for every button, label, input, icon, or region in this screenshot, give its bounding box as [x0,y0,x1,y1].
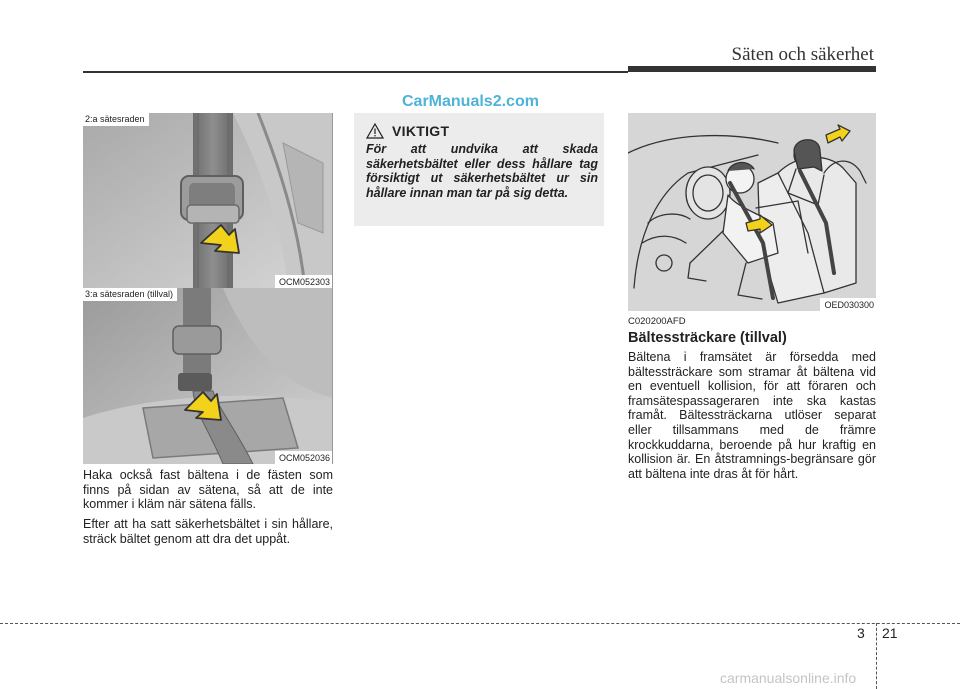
warning-header [366,123,598,139]
seat-belt-holder-photo [83,113,333,288]
header-rule-accent [628,66,876,72]
figure-pretensioner [628,113,876,311]
section-number: 3 [857,625,865,641]
figure-label: 3:a sätesraden (tillval) [83,288,177,301]
warning-triangle-icon [366,123,384,139]
page-number: 21 [882,625,898,641]
warning-text: För att undvika att skada säkerhetsbältet eller dess hållare tag försiktigt ut säkerhetsbältet ur sin hållare innan man tar på sig detta. [366,142,598,200]
watermark-top: CarManuals2.com [402,93,539,110]
left-paragraph-1: Haka också fast bältena i de fästen som finns på sidan av sätena, så att de inte kommer i kläm när sätena fälls. [83,468,333,512]
pretensioner-illustration [628,113,876,311]
reference-code: C020200AFD [628,316,686,327]
header-rule [83,71,628,73]
figure-label: 2:a sätesraden [83,113,149,126]
figure-code: OCM052036 [275,451,332,464]
footer-rule [0,623,960,624]
figure-third-row-belt [83,288,333,464]
subsection-heading: Bältessträckare (tillval) [628,330,787,346]
section-title: Säten och säkerhet [731,44,874,65]
seat-belt-holder-photo [83,288,333,464]
watermark-bottom: carmanualsonline.info [720,670,857,686]
warning-box [354,113,604,226]
right-paragraph: Bältena i framsätet är försedda med bältessträckare som stramar åt bältena vid en eventuell kollision, för att föraren och framsätespassageraren inte ska kastas framåt. Bältessträckarna utlöser separat eller tillsammans med de främre krockkuddarna, beroende på hur kraftig en kollision är. En åtstramnings-begränsare gör att bältena inte dras åt för hårt. [628,350,876,481]
figure-second-row-belt [83,113,333,288]
warning-title: VIKTIGT [392,123,450,139]
left-paragraph-2: Efter att ha satt säkerhetsbältet i sin hållare, sträck bältet genom att dra det uppåt. [83,517,333,546]
figure-code: OED030300 [820,298,876,311]
figure-code: OCM052303 [275,275,332,288]
footer-divider [876,623,877,689]
